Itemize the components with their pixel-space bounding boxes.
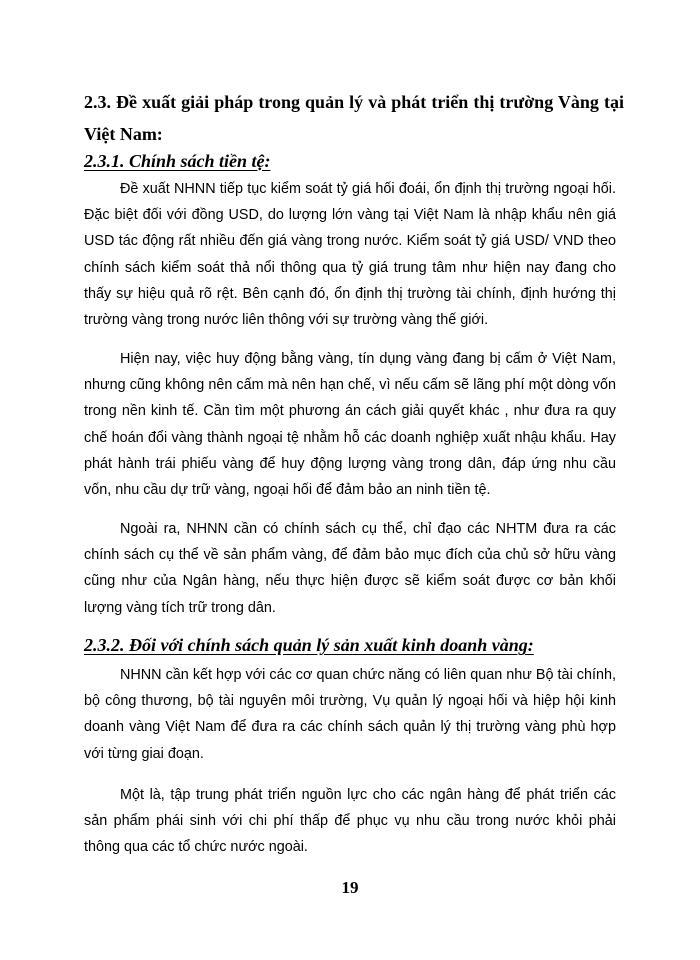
paragraph: Ngoài ra, NHNN cần có chính sách cụ thể, chỉ đạo các NHTM đưa ra các chính sách cụ thể về sản phẩm vàng, để đảm bảo mục đích của chủ sở hữu vàng cũng như của Ngân hàng, nếu thực hiện được sẽ kiểm soát được cơ bản khối lượng vàng tích trữ trong dân. (84, 521, 616, 616)
page-number: 19 (341, 878, 359, 897)
paragraph: Một là, tập trung phát triển nguồn lực cho các ngân hàng để phát triển các sản phẩm phái sinh với chi phí thấp để phục vụ nhu cầu trong nước khỏi phải thông qua các tổ chức nước ngoài. (84, 787, 616, 856)
paragraph: Hiện nay, việc huy động bằng vàng, tín dụng vàng đang bị cấm ở Việt Nam, nhưng cũng không nên cấm mà nên hạn chế, vì nếu cấm sẽ lãng phí một dòng vốn trong nền kinh tế. Cần tìm một phương án cách giải quyết khác , như đưa ra quy chế hoán đổi vàng thành ngoại tệ nhằm hỗ các doanh nghiệp xuất nhậu khẩu. Hay phát hành trái phiếu vàng để huy động lượng vàng trong dân, đáp ứng nhu cầu vốn, nhu cầu dự trữ vàng, ngoại hối để đảm bảo an ninh tiền tệ. (84, 351, 616, 499)
section-heading: 2.3. Đề xuất giải pháp trong quản lý và phát triển thị trường Vàng tại Việt Nam: (84, 92, 624, 144)
paragraph: Đề xuất NHNN tiếp tục kiểm soát tỷ giá hối đoái, ổn định thị trường ngoại hối. Đặc biệt đối với đồng USD, do lượng lớn vàng tại Việt Nam là nhập khẩu nên giá USD tác động rất nhiều đến giá vàng trong nước. Kiểm soát tỷ giá USD/ VND theo chính sách kiểm soát thả nổi thông qua tỷ giá trung tâm như hiện nay đang cho thấy sự hiệu quả rõ rệt. Bên cạnh đó, ổn định thị trường tài chính, định hướng thị trường vàng trong nước liên thông với sự trường vàng thế giới. (84, 181, 616, 329)
paragraph: NHNN cần kết hợp với các cơ quan chức năng có liên quan như Bộ tài chính, bộ công thương, bộ tài nguyên môi trường, Vụ quản lý ngoại hối và hiệp hội kinh doanh vàng Việt Nam để đưa ra các chính sách quản lý thị trường vàng phù hợp với từng giai đoạn. (84, 667, 616, 762)
subsection-heading-gold-business-policy: 2.3.2. Đối với chính sách quản lý sản xuất kinh doanh vàng: (84, 635, 534, 655)
subsection-heading-monetary-policy: 2.3.1. Chính sách tiền tệ: (84, 151, 271, 171)
